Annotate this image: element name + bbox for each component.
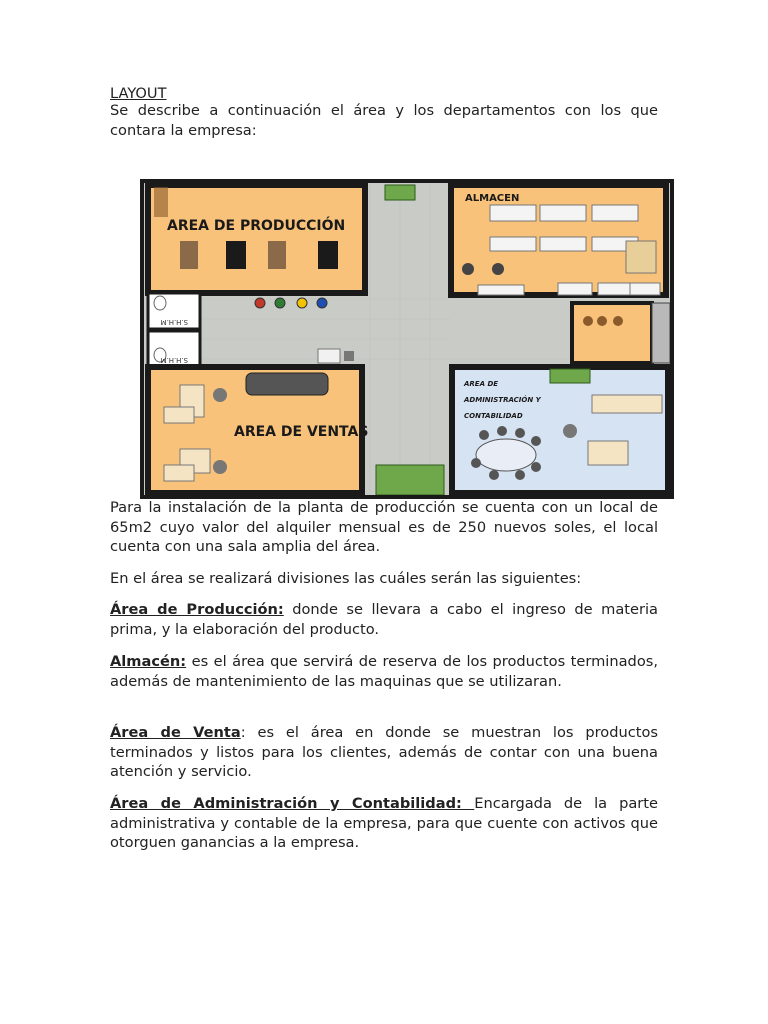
desc-administracion: Encargada de la parte administrativa y contable de la empresa, para que cuente con activos que otorguen ganancias a la empresa.: [110, 795, 658, 851]
label-admin-1: AREA DE: [464, 380, 499, 388]
section-venta: [110, 723, 658, 782]
label-admin-2: ADMINISTRACIÓN Y: [464, 396, 541, 404]
term-almacen: Almacén:: [110, 653, 187, 670]
term-produccion: Área de Producción:: [110, 601, 284, 618]
desc-venta: : es el área en donde se muestran los productos terminados y listos para los clientes, además de contar con una buena atención y servicio.: [110, 724, 658, 780]
intro-paragraph: Se describe a continuación el área y los departamentos con los que contara la empresa:: [110, 102, 658, 139]
room-kitchen: [572, 303, 652, 363]
desc-produccion: donde se llevara a cabo el ingreso de materia prima, y la elaboración del producto.: [110, 601, 658, 638]
desc-almacen: es el área que servirá de reserva de los productos terminados, además de mantenimiento de las maquinas que se utilizaran.: [110, 653, 658, 690]
label-ventas: AREA DE VENTAS: [234, 424, 369, 440]
label-produccion: AREA DE PRODUCCIÓN: [167, 218, 346, 234]
page-heading: LAYOUT: [110, 85, 167, 102]
paragraph-divisions: En el área se realizará divisiones las cuáles serán las siguientes:: [110, 570, 582, 587]
term-venta: Área de Venta: [110, 724, 241, 741]
label-almacen: ALMACEN: [465, 193, 520, 204]
section-almacen: [110, 652, 658, 691]
room-produccion: [148, 185, 365, 293]
label-wc-1: S.H.H.M: [160, 318, 188, 326]
section-produccion: [110, 600, 658, 639]
label-wc-2: S.H.H.M: [160, 356, 188, 364]
term-administracion: Área de Administración y Contabilidad:: [110, 795, 475, 812]
label-admin-3: CONTABILIDAD: [464, 412, 523, 420]
floor-plan-image: [140, 179, 674, 499]
paragraph-local: Para la instalación de la planta de producción se cuenta con un local de 65m2 cuyo valor del alquiler mensual es de 250 nuevos soles, el local cuenta con una sala amplia del área.: [110, 499, 658, 555]
section-administracion: [110, 794, 658, 853]
